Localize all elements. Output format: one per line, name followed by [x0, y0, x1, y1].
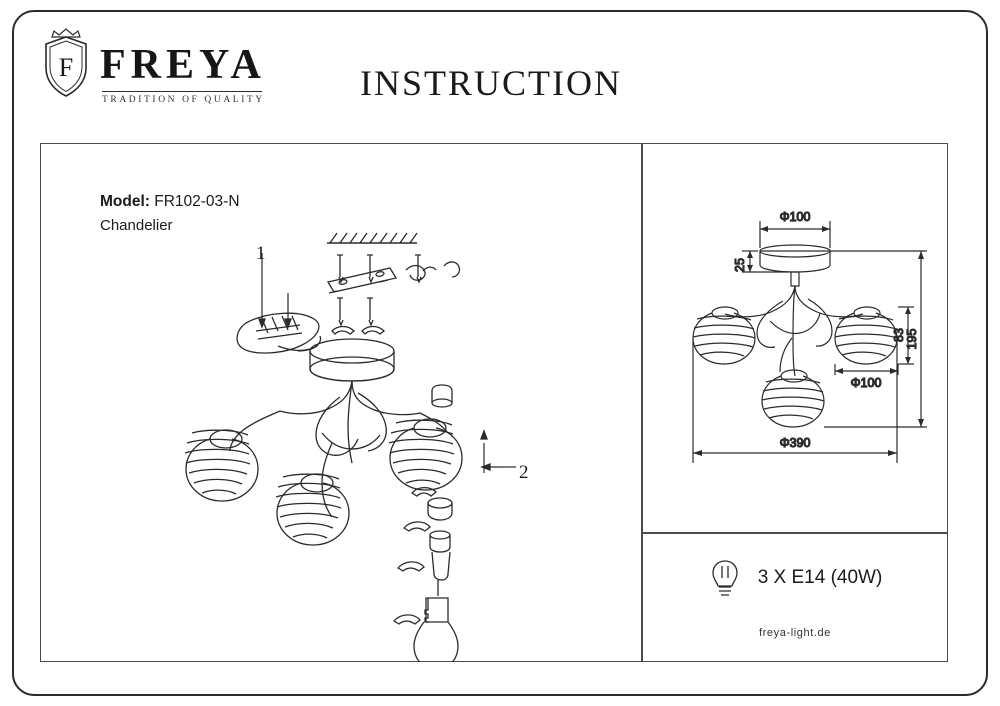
wall-anchor-icon	[406, 262, 459, 280]
bulb-icon	[708, 557, 742, 599]
brand-tagline: TRADITION OF QUALITY	[102, 95, 265, 105]
dim-canopy-diameter	[760, 221, 830, 248]
lamp-spec-row	[708, 557, 883, 599]
dim-canopy-diameter-label: Φ100	[779, 210, 811, 224]
washer-icon-group	[332, 327, 384, 335]
dim-shade-left	[693, 307, 755, 364]
bulb-exploded-icon	[394, 598, 458, 662]
ceiling-canopy	[310, 339, 394, 381]
exploded-assembly-drawing	[40, 143, 642, 662]
lamp-socket-top	[432, 385, 452, 407]
dim-total-width-label: Φ390	[779, 436, 811, 450]
dim-shade-bottom	[762, 370, 824, 427]
brand-divider	[102, 91, 262, 92]
dim-shade-diameter	[835, 364, 898, 375]
terminal-block-part	[237, 313, 320, 353]
callout-label-1: 1	[256, 243, 266, 264]
callout-label-2: 2	[519, 462, 529, 483]
callout-arrow-2	[481, 431, 516, 473]
dimension-drawing	[642, 143, 948, 533]
crest-icon	[40, 28, 92, 100]
dim-plate-height-label: 25	[733, 258, 747, 272]
model-label: Model:	[100, 193, 150, 210]
lamp-shade-right	[389, 419, 462, 490]
screw-icon-group-lower	[337, 298, 373, 325]
ceiling-hatch-icon	[327, 233, 417, 243]
model-value: FR102-03-N	[154, 193, 240, 210]
dim-shade-diameter-label: Φ100	[850, 376, 882, 390]
dim-body-height-label: 83	[892, 328, 906, 342]
lamp-spec-text: 3 X E14 (40W)	[757, 566, 883, 588]
lamp-shade-middle	[276, 474, 349, 545]
page-title: INSTRUCTION	[360, 63, 622, 103]
dim-total-height-label: 195	[905, 328, 919, 350]
dim-shade-right	[835, 307, 897, 364]
lamp-shade-left	[185, 430, 258, 501]
arms-front-view	[725, 286, 863, 376]
canopy-front-view	[760, 245, 830, 286]
brand-logo	[40, 28, 266, 105]
svg-text:F: F	[58, 53, 74, 82]
website-label: freya-light.de	[759, 626, 831, 639]
product-type: Chandelier	[100, 217, 173, 235]
brand-name: FREYA	[100, 42, 266, 88]
lamp-spec-block	[642, 533, 948, 662]
socket-exploded-parts	[398, 488, 452, 596]
mounting-bracket-icon	[328, 268, 396, 293]
